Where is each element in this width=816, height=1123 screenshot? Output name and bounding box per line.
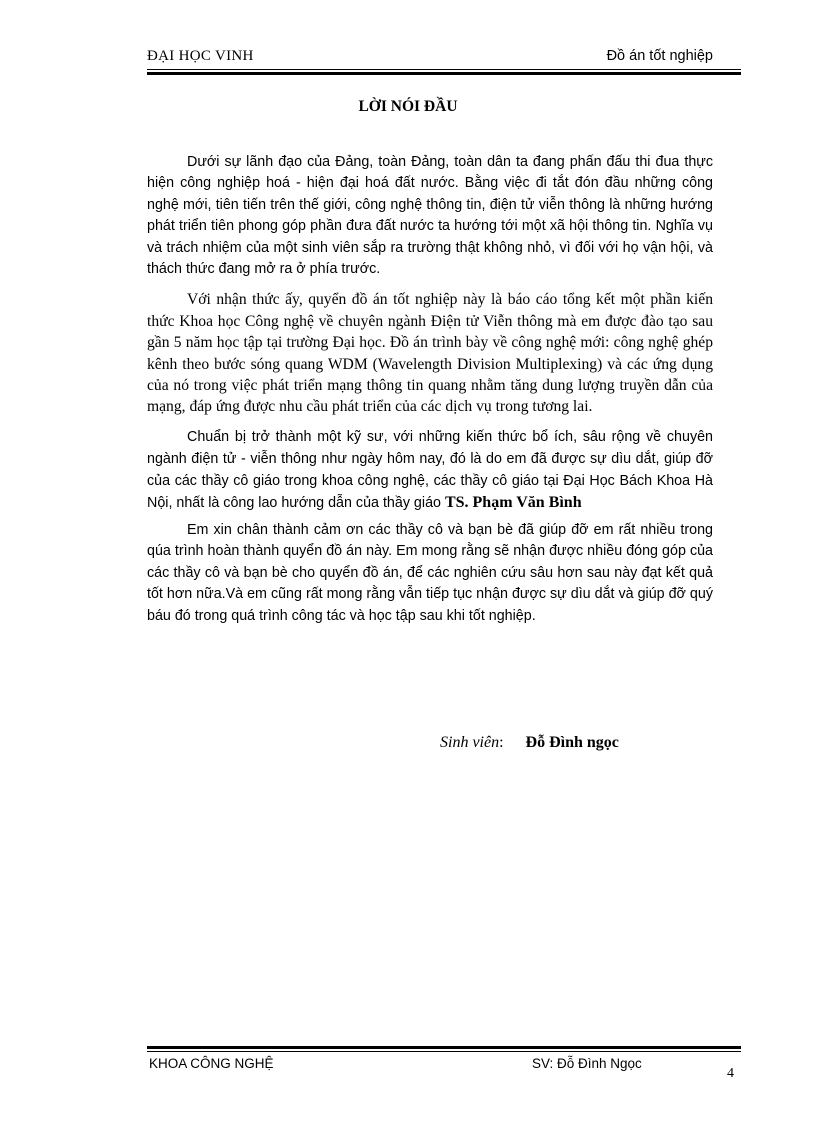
page-title: LỜI NÓI ĐẦU [358,98,458,115]
advisor-name: TS. Phạm Văn Bình [444,493,582,511]
signature-block [440,734,619,752]
header-rule-thick [147,72,741,75]
paragraph-1 [147,152,713,280]
signature-colon: : [499,734,504,751]
signature-label: Sinh viên [440,734,500,751]
document-body [147,152,713,627]
paragraph-1-text: Dưới sự lãnh đạo của Đảng, toàn Đảng, toàn dân ta đang phấn đấu thi đua thực hiện công nghiệp hoá - hiện đại hoá đất nước. Bằng việc đi tắt đón đầu những công nghệ mới, tiên tiến trên thế giới, công nghệ thông tin, điện tử viễn thông là những hướng phát triển tiên phong góp phần đưa đất nước ta hướng tới một xã hội thông tin. Nghĩa vụ và trách nhiệm của một sinh viên sắp ra trường thật không nhỏ, vì đối với họ vận hội, và thách thức đang mở ra ở phía trước. [147,154,713,278]
header-rule-thin [147,69,741,70]
paragraph-4 [147,520,713,627]
page-header [147,46,741,68]
paragraph-4-text: Em xin chân thành cảm ơn các thầy cô và bạn bè đã giúp đỡ em rất nhiều trong qúa trình hoàn thành quyển đồ án này. Em mong rằng sẽ nhận được nhiều đóng góp của các thầy cô và bạn bè cho quyển đồ án, để các nghiên cứu sâu hơn sau này đạt kết quả tốt hơn nữa.Và em cũng rất mong rằng vẫn tiếp tục nhận được sự dìu dắt và giúp đỡ quý báu đó trong quá trình công tác và học tập sau khi tốt nghiệp. [147,521,713,624]
footer-rule-thin [147,1051,741,1052]
header-doc-type: Đồ án tốt nghiệp [606,48,713,64]
paragraph-3 [147,426,713,514]
paragraph-2-text: Với nhận thức ấy, quyển đồ án tốt nghiệp này là báo cáo tổng kết một phần kiến thức Khoa học Công nghệ về chuyên ngành Điện tử Viễn thông mà em được đào tạo sau gần 5 năm học tập tại trường Đại học. Đồ án trình bày về công nghệ mới: công nghệ ghép kênh theo bước sóng quang WDM (Wavelength Division Multiplexing) và các ứng dụng của nó trong việc phát triển mạng thông tin quang nhằm tăng dung lượng truyền dẫn của mạng, đáp ứng được nhu cầu phát triển của các dịch vụ trong tương lai. [147,291,713,416]
page-number: 4 [727,1066,734,1081]
paragraph-3-text: Chuẩn bị trở thành một kỹ sư, với những kiến thức bổ ích, sâu rộng về chuyên ngành điện tử - viễn thông như ngày hôm nay, đó là do em đã được sự dìu dắt, giúp đỡ của các thầy cô giáo trong khoa công nghệ, các thầy cô giáo tại Đại Học Bách Khoa Hà Nội, nhất là công lao hướng dẫn của thầy giáo [147,428,713,511]
header-university: ĐẠI HỌC VINH [147,48,254,64]
footer-student: SV: Đỗ Đình Ngọc [532,1056,642,1071]
signature-name: Đỗ Đình ngọc [525,734,619,751]
paragraph-2 [147,289,713,417]
footer-rule-thick [147,1046,741,1049]
footer-faculty: KHOA CÔNG NGHỆ [149,1056,274,1071]
